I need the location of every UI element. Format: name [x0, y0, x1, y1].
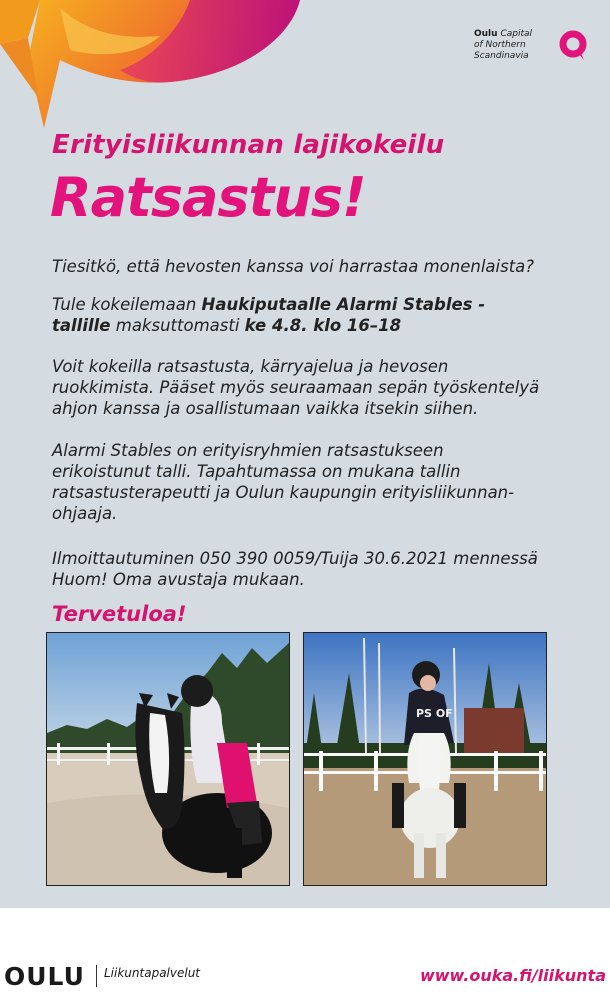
- stable-info-line-2: erikoistunut talli. Tapahtumassa on mukana tallin: [52, 462, 461, 481]
- brand-tagline: [474, 29, 532, 62]
- footer-department: Liikuntapalvelut: [104, 966, 201, 980]
- intro-paragraph: Tiesitkö, että hevosten kanssa voi harrastaa monenlaista?: [52, 257, 535, 276]
- oulu-capital-logo: [474, 28, 584, 68]
- brand-tagline-line2: of Northern: [474, 40, 526, 50]
- brand-tagline-line3: Scandinavia: [474, 51, 529, 61]
- brand-tagline-bold: Oulu: [474, 29, 498, 39]
- stable-info-line-3: ratsastusterapeutti ja Oulun kaupungin erityisliikunnan-: [52, 483, 515, 502]
- activities-line-3: ahjon kanssa ja osallistumaan vaikka itsekin siihen.: [52, 399, 479, 418]
- shirt-text: PS OF: [416, 707, 453, 720]
- decorative-swirl-graphic: [0, 0, 310, 135]
- registration-line-2: Huom! Oma avustaja mukaan.: [52, 570, 305, 589]
- event-datetime: ke 4.8. klo 16–18: [244, 316, 402, 335]
- stable-info-line-4: ohjaaja.: [52, 504, 118, 523]
- photo-rider-dark-pony: [46, 632, 290, 886]
- invitation-text-a: Tule kokeilemaan: [52, 295, 202, 314]
- welcome-text: Tervetuloa!: [52, 602, 187, 626]
- footer-divider: [96, 965, 97, 987]
- stable-info-line-1: Alarmi Stables on erityisryhmien ratsastukseen: [52, 441, 444, 460]
- oulu-footer-logo: OULU: [4, 962, 85, 991]
- registration-paragraph: [52, 548, 587, 590]
- brand-tagline-line1: Capital: [500, 29, 532, 39]
- oulu-ring-icon: [558, 29, 588, 61]
- activities-line-1: Voit kokeilla ratsastusta, kärryajelua ja hevosen: [52, 357, 449, 376]
- activities-paragraph: [52, 356, 587, 419]
- venue-name: Haukiputaalle Alarmi Stables -: [201, 295, 486, 314]
- registration-line-1: Ilmoittautuminen 050 390 0059/Tuija 30.6.2021 mennessä: [52, 549, 538, 568]
- venue-name-cont: tallille: [52, 316, 111, 335]
- footer-url-link[interactable]: www.ouka.fi/liikunta: [419, 966, 606, 985]
- event-title: Ratsastus!: [50, 166, 366, 229]
- invitation-paragraph: [52, 294, 587, 336]
- invitation-text-d: maksuttomasti: [110, 316, 245, 335]
- photo-rider-white-pony: [303, 632, 547, 886]
- event-subtitle: Erityisliikunnan lajikokeilu: [52, 130, 445, 160]
- activities-line-2: ruokkimista. Pääset myös seuraamaan sepän työskentelyä: [52, 378, 540, 397]
- stable-info-paragraph: [52, 440, 587, 524]
